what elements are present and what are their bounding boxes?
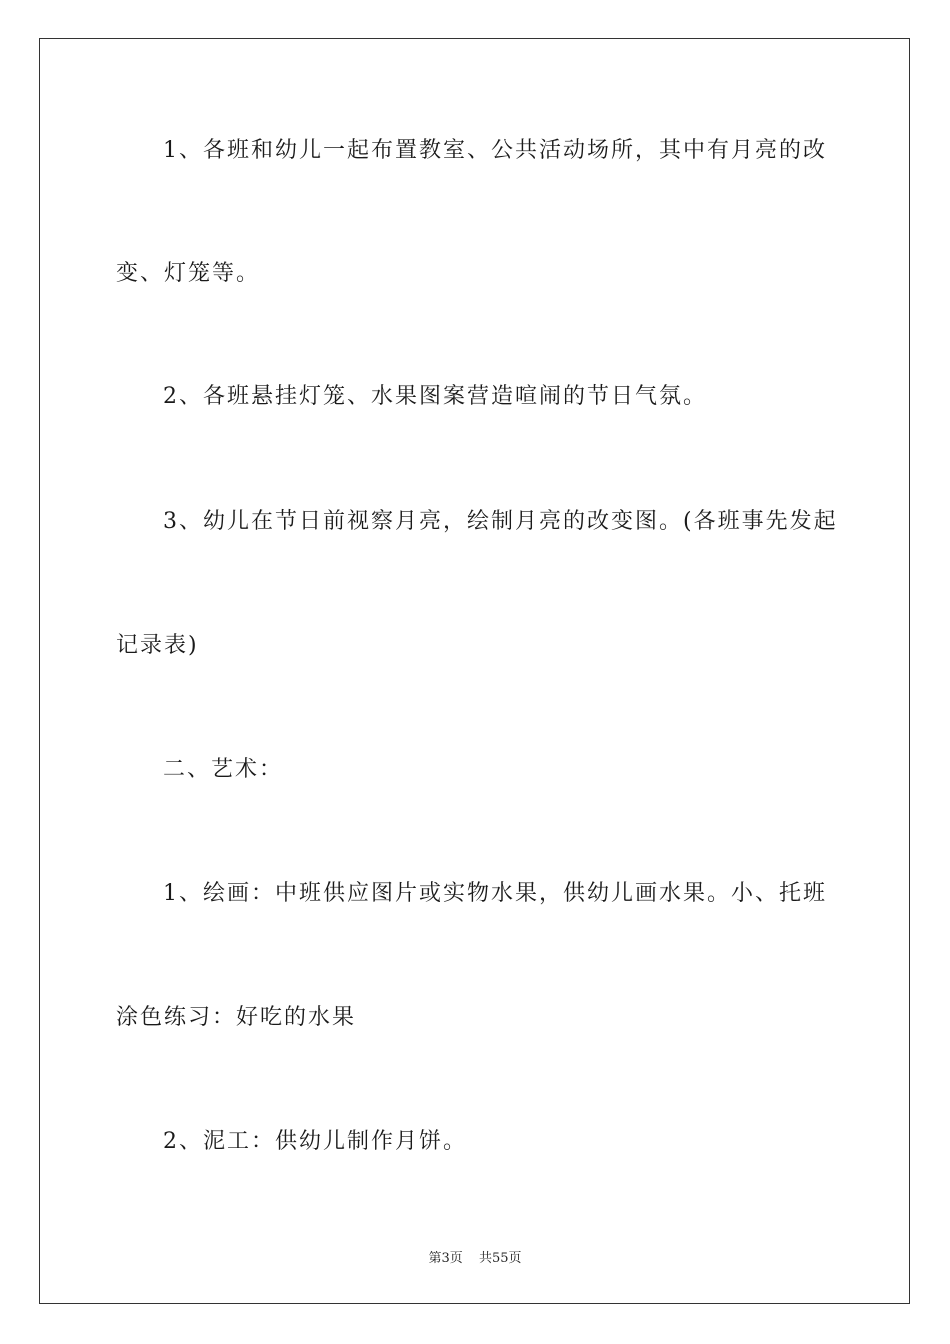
page-number-total: 共55页: [478, 1251, 522, 1266]
paragraph-4-line-2: 涂色练习：好吃的水果: [116, 1005, 357, 1030]
page-footer: [0, 1247, 950, 1266]
page-number-current: 第3页: [428, 1251, 463, 1266]
paragraph-3-line-2: 记录表): [116, 633, 199, 658]
paragraph-3-line-1: 3、幼儿在节日前视察月亮，绘制月亮的改变图。(各班事先发起: [163, 509, 838, 534]
paragraph-1-line-1: 1、各班和幼儿一起布置教室、公共活动场所，其中有月亮的改: [163, 138, 827, 163]
paragraph-1-line-2: 变、灯笼等。: [116, 261, 261, 286]
paragraph-2-line-1: 2、各班悬挂灯笼、水果图案营造喧闹的节日气氛。: [163, 384, 707, 409]
paragraph-4-line-1: 1、绘画：中班供应图片或实物水果，供幼儿画水果。小、托班: [163, 881, 827, 906]
page-border: [39, 38, 910, 1304]
paragraph-5-line-1: 2、泥工：供幼儿制作月饼。: [163, 1129, 467, 1154]
section-heading: 二、艺术：: [163, 757, 284, 782]
